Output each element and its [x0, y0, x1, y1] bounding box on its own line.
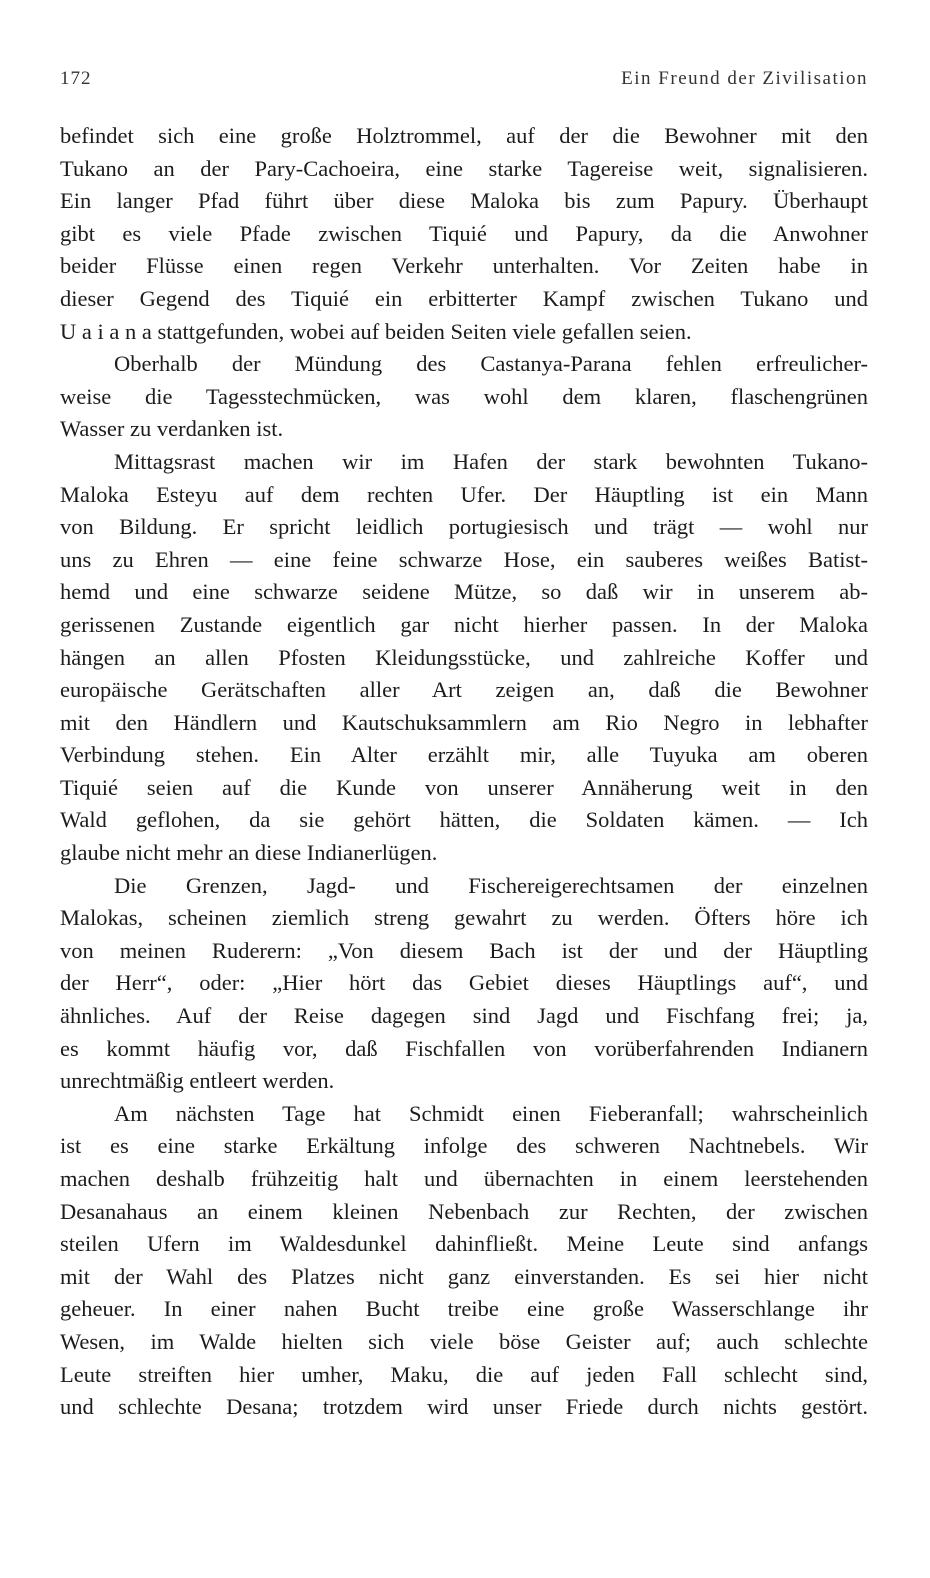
text-line: es kommt häufig vor, daß Fischfallen von vorüberfahrenden Indianern — [60, 1035, 868, 1061]
text-line: Mittagsrast machen wir im Hafen der stark bewohnten Tukano- — [114, 448, 868, 474]
text-line: Wasser zu verdanken ist. — [60, 416, 284, 442]
text-line: U a i a n a stattgefunden, wobei auf beiden Seiten viele gefallen seien. — [60, 318, 692, 344]
text-line: dieser Gegend des Tiquié ein erbitterter Kampf zwischen Tukano und — [60, 285, 868, 311]
text-line: Wesen, im Walde hielten sich viele böse Geister auf; auch schlechte — [60, 1328, 868, 1354]
text-line: von Bildung. Er spricht leidlich portugiesisch und trägt — wohl nur — [60, 514, 868, 540]
text-line: Wald geflohen, da sie gehört hätten, die Soldaten kämen. — Ich — [60, 807, 868, 833]
text-line: gibt es viele Pfade zwischen Tiquié und Papury, da die Anwohner — [60, 220, 868, 246]
running-head — [60, 68, 868, 98]
text-line: Desanahaus an einem kleinen Nebenbach zur Rechten, der zwischen — [60, 1198, 868, 1224]
text-line: Tiquié seien auf die Kunde von unserer Annäherung weit in den — [60, 774, 868, 800]
text-line: befindet sich eine große Holztrommel, auf der die Bewohner mit den — [60, 123, 868, 148]
text-line: weise die Tagesstechmücken, was wohl dem klaren, flaschengrünen — [60, 383, 868, 409]
text-line: Am nächsten Tage hat Schmidt einen Fieberanfall; wahrscheinlich — [114, 1100, 868, 1126]
text-line: Maloka Esteyu auf dem rechten Ufer. Der Häuptling ist ein Mann — [60, 481, 868, 507]
text-line: glaube nicht mehr an diese Indianerlügen. — [60, 840, 438, 866]
text-line: Die Grenzen, Jagd- und Fischereigerechtsamen der einzelnen — [114, 872, 868, 898]
text-line: beider Flüsse einen regen Verkehr unterhalten. Vor Zeiten habe in — [60, 253, 868, 279]
text-line: mit der Wahl des Platzes nicht ganz einverstanden. Es sei hier nicht — [60, 1263, 868, 1289]
page-number: 172 — [60, 68, 92, 89]
text-line: ähnliches. Auf der Reise dagegen sind Jagd und Fischfang frei; ja, — [60, 1003, 868, 1029]
text-line: von meinen Ruderern: „Von diesem Bach ist der und der Häuptling — [60, 937, 868, 963]
text-line: machen deshalb frühzeitig halt und übernachten in einem leerstehenden — [60, 1166, 868, 1191]
text-line: steilen Ufern im Waldesdunkel dahinfließt. Meine Leute sind anfangs — [60, 1231, 868, 1257]
text-line: uns zu Ehren — eine feine schwarze Hose, ein sauberes weißes Batist- — [60, 546, 868, 572]
text-line: und schlechte Desana; trotzdem wird unser Friede durch nichts gestört. — [60, 1394, 868, 1420]
text-line: Verbindung stehen. Ein Alter erzählt mir, alle Tuyuka am oberen — [60, 742, 868, 768]
text-line: Tukano an der Pary-Cachoeira, eine starke Tagereise weit, signalisieren. — [60, 155, 868, 181]
body-text — [60, 120, 868, 1424]
text-line: Leute streiften hier umher, Maku, die auf jeden Fall schlecht sind, — [60, 1361, 868, 1387]
text-line: gerissenen Zustande eigentlich gar nicht hierher passen. In der Maloka — [60, 611, 868, 637]
text-line: Oberhalb der Mündung des Castanya-Parana fehlen erfreulicher- — [114, 351, 868, 377]
text-line: geheuer. In einer nahen Bucht treibe eine große Wasserschlange ihr — [60, 1296, 868, 1322]
text-line: Malokas, scheinen ziemlich streng gewahrt zu werden. Öfters höre ich — [60, 905, 868, 931]
text-line: hemd und eine schwarze seidene Mütze, so daß wir in unserem ab- — [60, 579, 868, 605]
text-line: der Herr“, oder: „Hier hört das Gebiet dieses Häuptlings auf“, und — [60, 970, 868, 996]
text-line: ist es eine starke Erkältung infolge des schweren Nachtnebels. Wir — [60, 1133, 868, 1159]
text-line: Ein langer Pfad führt über diese Maloka bis zum Papury. Überhaupt — [60, 188, 868, 214]
text-line: europäische Gerätschaften aller Art zeigen an, daß die Bewohner — [60, 677, 868, 703]
running-title: Ein Freund der Zivilisation — [621, 68, 868, 89]
text-line: unrechtmäßig entleert werden. — [60, 1068, 335, 1094]
text-line: mit den Händlern und Kautschuksammlern am Rio Negro in lebhafter — [60, 709, 868, 735]
text-line: hängen an allen Pfosten Kleidungsstücke, und zahlreiche Koffer und — [60, 644, 868, 670]
